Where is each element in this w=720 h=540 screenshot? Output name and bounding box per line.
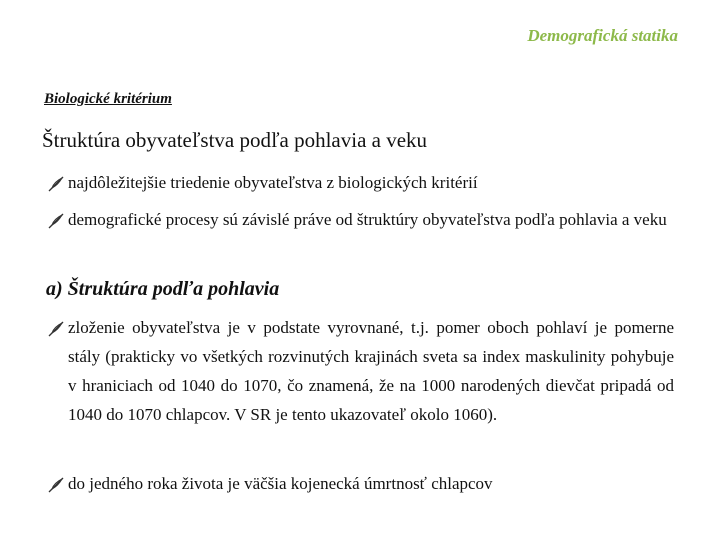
bullet-item — [46, 168, 674, 197]
feather-pen-icon — [46, 211, 68, 231]
bullet-text: najdôležitejšie triedenie obyvateľstva z biologických kritérií — [68, 173, 478, 192]
bullet-item — [46, 205, 674, 234]
bullet-text: demografické procesy sú závislé práve od štruktúry obyvateľstva podľa pohlavia a veku — [68, 210, 667, 229]
feather-pen-icon — [46, 174, 68, 194]
subheading: a) Štruktúra podľa pohlavia — [46, 278, 280, 300]
section-label: Biologické kritérium — [44, 91, 172, 107]
feather-pen-icon — [46, 319, 68, 339]
bullet-item — [46, 469, 674, 498]
slide-title: Demografická statika — [527, 26, 678, 45]
feather-pen-icon — [46, 475, 68, 495]
bullet-text: zloženie obyvateľstva je v podstate vyrovnané, t.j. pomer oboch pohlaví je pomerne stály (prakticky vo všetkých rozvinutých krajinách sveta sa index maskulinity pohybuje v hraniciach od 1040 do 1070, čo znamená, že na 1000 narodených dievčat pripadá od 1040 do 1070 chlapcov. V SR je tento ukazovateľ okolo 1060). — [68, 318, 674, 424]
bullet-text: do jedného roka života je väčšia kojenecká úmrtnosť chlapcov — [68, 474, 493, 493]
bullet-item — [46, 313, 674, 429]
main-heading: Štruktúra obyvateľstva podľa pohlavia a veku — [42, 128, 428, 152]
